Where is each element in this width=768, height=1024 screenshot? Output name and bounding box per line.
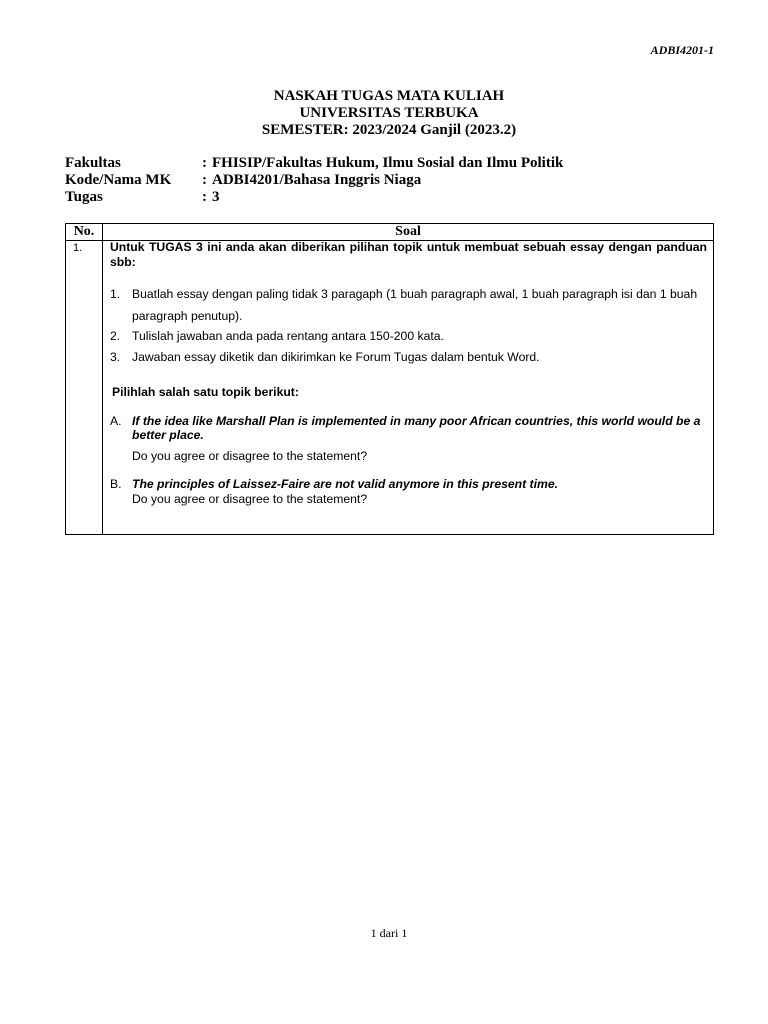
guideline-item (110, 329, 707, 344)
guideline-number: 2. (110, 329, 121, 343)
topic-statement: The principles of Laissez-Faire are not valid anymore in this present time. (132, 477, 559, 491)
document-code: ADBI4201-1 (650, 43, 714, 57)
topic-statement: If the idea like Marshall Plan is implemented in many poor African countries, this world would be a better place. (132, 413, 701, 442)
tugas-label: Tugas (65, 189, 103, 205)
guideline-item (110, 350, 707, 365)
page-number: 1 dari 1 (370, 926, 408, 940)
kode-value: ADBI4201/Bahasa Inggris Niaga (212, 172, 422, 188)
question-content (110, 240, 707, 506)
topic-question: Do you agree or disagree to the statement? (132, 491, 368, 506)
task-intro: Untuk TUGAS 3 ini anda akan diberikan pilihan topik untuk membuat sebuah essay dengan panduan sbb: (110, 240, 707, 269)
topic-a (110, 414, 707, 464)
guideline-number: 1. (110, 287, 121, 301)
topic-body (132, 414, 707, 464)
guideline-text: Tulislah jawaban anda pada rentang antara 150-200 kata. (132, 329, 444, 343)
course-meta (65, 155, 563, 206)
header-soal: Soal (395, 224, 421, 239)
guideline-text: Jawaban essay diketik dan dikirimkan ke Forum Tugas dalam bentuk Word. (132, 349, 540, 364)
meta-separator: : (202, 172, 207, 188)
topic-question: Do you agree or disagree to the statement? (132, 448, 368, 463)
guideline-text: Buatlah essay dengan paling tidak 3 paragaph (1 buah paragraph awal, 1 buah paragraph isi dan 1 buah paragraph penutup). (132, 287, 698, 323)
topic-body (132, 477, 558, 506)
title-line-2: UNIVERSITAS TERBUKA (299, 105, 479, 121)
meta-separator: : (202, 155, 207, 171)
header-no: No. (73, 224, 95, 239)
document-title (0, 88, 768, 139)
meta-separator: : (202, 189, 207, 205)
choose-topic-label: Pilihlah salah satu topik berikut: (112, 385, 299, 399)
guideline-number: 3. (110, 349, 121, 364)
meta-row-tugas (65, 189, 563, 206)
title-line-3: SEMESTER: 2023/2024 Ganjil (2023.2) (261, 122, 517, 138)
row-number: 1. (73, 242, 83, 254)
fakultas-value: FHISIP/Fakultas Hukum, Ilmu Sosial dan Ilmu Politik (212, 155, 564, 171)
topic-letter: B. (110, 477, 122, 491)
guideline-item (110, 283, 707, 327)
column-divider (102, 224, 103, 534)
topic-b (110, 477, 707, 506)
tugas-value: 3 (212, 189, 220, 205)
kode-label: Kode/Nama MK (65, 172, 172, 188)
meta-row-kode (65, 172, 563, 189)
fakultas-label: Fakultas (65, 155, 121, 171)
meta-row-fakultas (65, 155, 563, 172)
title-line-1: NASKAH TUGAS MATA KULIAH (273, 88, 505, 104)
guideline-list (110, 283, 707, 364)
soal-table (65, 223, 714, 535)
topic-letter: A. (110, 413, 122, 428)
